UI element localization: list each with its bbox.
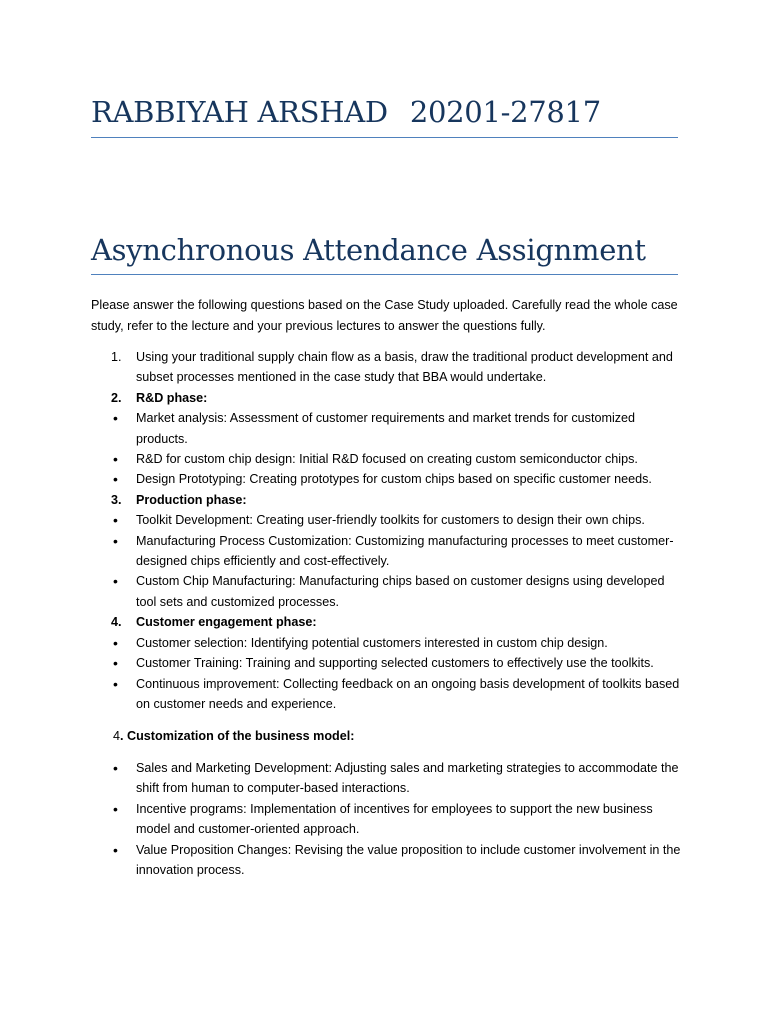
list-item-text: Design Prototyping: Creating prototypes for custom chips based on specific customer needs. — [136, 472, 652, 487]
list-item — [91, 510, 681, 530]
bullet-icon: • — [113, 655, 118, 672]
bullet-icon: • — [113, 573, 118, 590]
phase-heading: R&D phase: — [136, 390, 208, 405]
list-item — [91, 347, 681, 388]
bullet-icon: • — [113, 675, 118, 692]
list-item-text: Value Proposition Changes: Revising the value proposition to include customer involvement in the innovation process. — [136, 842, 681, 878]
list-item-text: Manufacturing Process Customization: Customizing manufacturing processes to meet customer-designed chips efficiently and cost-effectively. — [136, 533, 674, 569]
student-id: 20201-27817 — [409, 95, 601, 129]
section-heading — [113, 726, 354, 746]
list-item-text: Sales and Marketing Development: Adjusting sales and marketing strategies to accommodate the shift from human to computer-based interactions. — [136, 761, 679, 796]
list-item — [91, 758, 681, 799]
heading-underline — [91, 137, 678, 138]
list-item — [91, 469, 681, 489]
list-item-text: Market analysis: Assessment of customer requirements and market trends for customized products. — [136, 411, 636, 446]
bullet-icon: • — [113, 634, 118, 651]
list-item — [91, 653, 681, 673]
list-item-text: Customer Training: Training and supporting selected customers to effectively use the toolkits. — [136, 656, 654, 671]
bullet-icon: • — [113, 471, 118, 488]
title-underline — [91, 274, 678, 275]
list-item-text: Customer selection: Identifying potential customers interested in custom chip design. — [136, 635, 608, 650]
list-item-text: Custom Chip Manufacturing: Manufacturing chips based on customer designs using developed tool sets and customized processes. — [136, 574, 665, 609]
list-number: 1. — [111, 350, 122, 364]
bullet-icon: • — [113, 800, 118, 817]
list-item-text: Toolkit Development: Creating user-friendly toolkits for customers to design their own chips. — [136, 513, 645, 528]
list-item-text: Incentive programs: Implementation of incentives for employees to support the new business model and customer-oriented approach. — [136, 801, 653, 837]
bullet-icon: • — [113, 841, 118, 858]
phase-heading: Production phase: — [136, 492, 247, 507]
list-item — [91, 674, 681, 715]
list-item — [91, 571, 681, 612]
list-number: 4. — [111, 615, 122, 630]
list-item-text: R&D for custom chip design: Initial R&D focused on creating custom semiconductor chips. — [136, 452, 638, 467]
document-title: Asynchronous Attendance Assignment — [91, 233, 646, 267]
list-item — [91, 388, 681, 408]
section-title: . Customization of the business model: — [120, 729, 355, 743]
phase-list — [91, 347, 681, 714]
list-item — [91, 531, 681, 572]
bullet-icon: • — [113, 512, 118, 529]
phase-heading: Customer engagement phase: — [136, 615, 317, 630]
list-item — [91, 840, 681, 881]
list-item — [91, 612, 681, 632]
list-item — [91, 799, 681, 840]
list-item — [91, 633, 681, 653]
bullet-icon: • — [113, 410, 118, 427]
list-number: 3. — [111, 492, 122, 507]
list-number: 2. — [111, 390, 122, 405]
section-number: 4 — [113, 729, 121, 743]
list-item — [91, 408, 681, 449]
intro-paragraph: Please answer the following questions based on the Case Study uploaded. Carefully read the whole case study, refer to the lecture and your previous lectures to answer the questions fully. — [91, 298, 678, 333]
bullet-icon: • — [113, 451, 118, 468]
list-item — [91, 490, 681, 510]
author-heading — [91, 95, 678, 129]
list-item-text: Continuous improvement: Collecting feedback on an ongoing basis development of toolkits based on customer needs and experience. — [136, 676, 680, 711]
list-item — [91, 449, 681, 469]
bullet-icon: • — [113, 760, 118, 776]
author-name: RABBIYAH ARSHAD — [91, 95, 388, 129]
business-model-list — [91, 758, 681, 880]
list-item-text: Using your traditional supply chain flow as a basis, draw the traditional product development and subset processes mentioned in the case study that BBA would undertake. — [136, 350, 673, 385]
bullet-icon: • — [113, 532, 118, 549]
